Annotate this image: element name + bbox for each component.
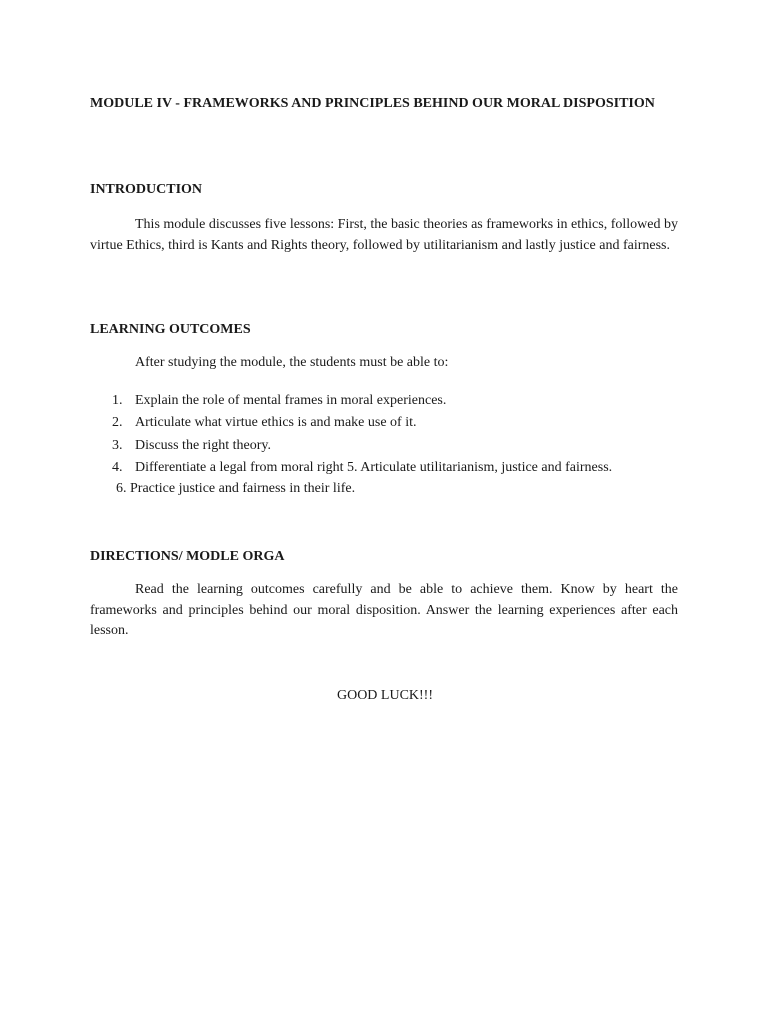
learning-outcome-extra-line: 6. Practice justice and fairness in their life. (116, 481, 356, 496)
list-item-number: 2. (112, 415, 123, 431)
introduction-paragraph: This module discusses five lessons: First, the basic theories as frameworks in ethics, followed by virtue Ethics, third is Kants and Rights theory, followed by utilitarianism and lastly justice and fairness. (90, 217, 678, 253)
document-page (90, 0, 678, 1024)
list-item-text: Articulate what virtue ethics is and make use of it. (135, 415, 417, 431)
learning-outcomes-lead: After studying the module, the students must be able to: (135, 355, 449, 370)
list-item (90, 390, 678, 412)
list-item-number: 1. (112, 393, 123, 408)
learning-outcomes-heading: LEARNING OUTCOMES (90, 322, 251, 337)
closing-text: GOOD LUCK!!! (336, 688, 434, 703)
list-item-number: 3. (112, 437, 123, 453)
learning-outcomes-list (90, 390, 678, 479)
list-item (90, 457, 678, 479)
directions-heading: DIRECTIONS/ MODLE ORGA (90, 549, 285, 564)
list-item (90, 412, 678, 434)
list-item (90, 435, 678, 457)
list-item-text: Explain the role of mental frames in moral experiences. (135, 393, 447, 408)
list-item-number: 4. (112, 459, 123, 475)
list-item-text: Discuss the right theory. (135, 437, 271, 453)
introduction-heading: INTRODUCTION (90, 182, 203, 197)
module-title: MODULE IV - FRAMEWORKS AND PRINCIPLES BEHIND OUR MORAL DISPOSITION (90, 96, 655, 111)
directions-paragraph: Read the learning outcomes carefully and be able to achieve them. Know by heart the frameworks and principles behind our moral disposition. Answer the learning experiences after each lesson. (90, 582, 678, 638)
list-item-text: Differentiate a legal from moral right 5. Articulate utilitarianism, justice and fairness. (135, 459, 613, 475)
